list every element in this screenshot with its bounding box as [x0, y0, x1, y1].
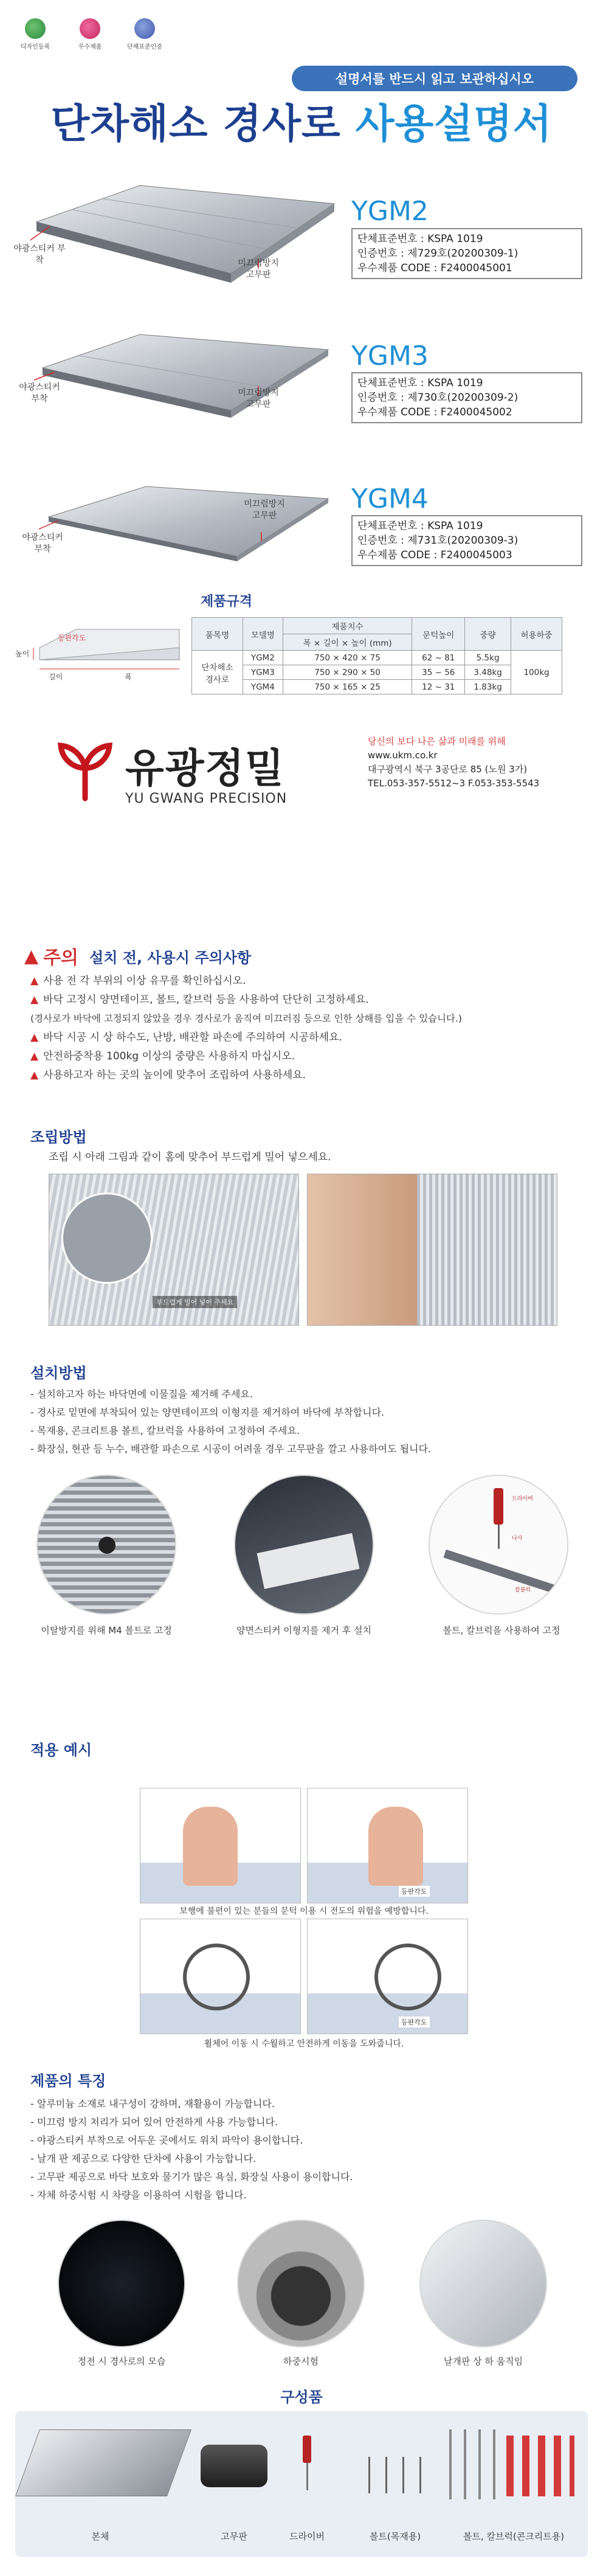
table-row: 단차해소 경사로 YGM2 750 × 420 × 75 62 ~ 81 5.5kg 100kg: [192, 651, 562, 665]
components-box: 본체 고무판 드라이버 볼트(목재용) 볼트, 칼브럭(콘크리트용): [15, 2411, 588, 2557]
antislip-label-1: 미끄럼방지 고무판: [238, 258, 279, 280]
driver-icon: [494, 1488, 503, 1525]
glow-label-1: 야광스티커 부착: [13, 244, 66, 265]
spec-title: 제품규격: [201, 594, 253, 609]
warning-list: [30, 972, 462, 1085]
list-item: - 고무판 제공으로 바닥 보호와 물기가 많은 욕실, 화장실 사용이 용이합니다.: [30, 2171, 353, 2183]
list-item: ▲ 바닥 고정시 양면테이프, 볼트, 칼브럭 등을 사용하여 단단히 고정하세요.: [30, 994, 369, 1006]
spec-table: 품목명 모델명 제품치수 문턱높이 중량 허용하중 폭 × 길이 × 높이 (mm) 단차해소 경사로 YGM2 750 × 420 × 75 62 ~ 81 5.5kg 100kg YGM3 750 × 290 × 50 35 ~ 56 3.48kg YGM4 750 × 165 × 25 12 ~ 31 1.83kg: [191, 617, 562, 694]
model-name-ygm4: YGM4: [351, 483, 429, 514]
list-item: ▲ 안전하중착용 100kg 이상의 중량은 사용하지 마십시오.: [30, 1050, 295, 1062]
wall-plugs-part: [501, 2436, 574, 2496]
screwdriver-icon: [303, 2436, 311, 2463]
brand-block: [55, 736, 287, 806]
brand-name: 유광정밀: [125, 745, 286, 792]
antislip-label-3: 미끄럼방지 고무판: [244, 499, 285, 521]
model-name-ygm2: YGM2: [351, 196, 429, 227]
feature-caption-1: 정전 시 경사로의 모습: [77, 2356, 166, 2367]
features-title: 제품의 특징: [30, 2072, 106, 2090]
feature-caption-3: 날개판 상 하 움직임: [443, 2356, 523, 2367]
install-circle-bolt: [36, 1475, 176, 1615]
design-mark-icon: [25, 18, 46, 39]
brand-sub: YU GWANG PRECISION: [125, 791, 288, 806]
diagram-height-label: 높이: [15, 649, 30, 658]
notice-pill: 설명서를 반드시 읽고 보관하십시오: [292, 66, 577, 91]
diagram-length-label: 길이: [49, 673, 63, 681]
example-panel-4: 등판각도: [307, 1919, 468, 2034]
antislip-label-2: 미끄럼방지 고무판: [238, 388, 279, 409]
diagram-angle-label: 등판각도: [58, 634, 86, 642]
example-panel-3: [140, 1919, 301, 2034]
ramp-illustrations: [18, 152, 346, 626]
list-item: ▲ 사용하고자 하는 곳의 높이에 맞추어 조립하여 사용하세요.: [30, 1069, 306, 1081]
cert-standard: 단체표준인증: [128, 18, 162, 50]
table-row: YGM4 750 × 165 × 25 12 ~ 31 1.83kg: [192, 680, 562, 694]
company-info: 당신의 보다 나은 삶과 미래를 위해 www.ukm.co.kr 대구광역시 북구 3공단로 85 (노원 3가) TEL.053-357-5512~3 F.053-353-5543: [368, 736, 540, 789]
dimension-diagram: [15, 623, 191, 690]
install-circle-tape: [234, 1475, 374, 1615]
glow-label-3: 야광스티커 부착: [22, 533, 63, 554]
diagram-width-label: 폭: [125, 673, 132, 681]
body-part: [15, 2429, 191, 2496]
wood-bolts-part: [359, 2457, 432, 2493]
list-item: - 야광스티커 부착으로 어두운 곳에서도 위치 파악이 용이합니다.: [30, 2135, 303, 2146]
example-caption-2: 휠체어 이동 시 수월하고 안전하게 이동을 도와줍니다.: [204, 2039, 404, 2049]
spec-box-ygm4: 단체표준번호 : KSPA 1019 인증번호 : 제731호(20200309-3) 우수제품 CODE : F2400045003: [351, 515, 582, 566]
list-item: - 화장실, 현관 등 누수, 배관할 파손으로 시공이 어려울 경우 고무판을 깔고 사용하여도 됩니다.: [30, 1443, 432, 1455]
list-item: - 목재용, 콘크리트용 볼트, 칼브럭을 사용하여 고정하여 주세요.: [30, 1425, 300, 1436]
ramp-ygm4: [49, 486, 328, 561]
table-row: YGM3 750 × 290 × 50 35 ~ 56 3.48kg: [192, 665, 562, 680]
install-circle-driver: 드라이버 나사 칼블럭: [429, 1475, 568, 1615]
spec-box-ygm2: 단체표준번호 : KSPA 1019 인증번호 : 제729호(20200309-1) 우수제품 CODE : F2400045001: [351, 228, 582, 279]
hand-image: [308, 1174, 417, 1326]
list-item: ▲ 바닥 시공 시 상 하수도, 난방, 배관할 파손에 주의하여 시공하세요.: [30, 1031, 342, 1044]
warning-icon: ▲: [24, 945, 39, 967]
cert-logos: [18, 18, 162, 50]
warning-heading: ▲ 주의 설치 전, 사용시 주의사항: [24, 945, 252, 969]
feature-circle-load: [237, 2220, 365, 2347]
assembly-photo-2: [307, 1174, 557, 1326]
install-title: 설치방법: [30, 1365, 87, 1382]
concrete-bolts-part: [441, 2429, 495, 2499]
example-panel-1: [140, 1788, 301, 1903]
install-caption-3: 볼트, 칼브럭을 사용하여 고정: [443, 1625, 560, 1636]
install-list: [30, 1385, 431, 1458]
list-item: - 날개 판 제공으로 다양한 단차에 사용이 가능합니다.: [30, 2153, 257, 2164]
page-title: 단차해소 경사로 사용설명서: [50, 100, 553, 147]
model-name-ygm3: YGM3: [351, 341, 429, 372]
components-title: 구성품: [280, 2389, 323, 2406]
feature-circle-wing: [419, 2220, 547, 2347]
standard-cert-icon: [134, 18, 155, 39]
zoom-circle: [61, 1193, 153, 1284]
excellent-product-icon: [80, 18, 100, 39]
feature-circle-dark: [58, 2220, 185, 2347]
cert-design: 디자인등록: [18, 18, 52, 50]
yugwang-logo-icon: [55, 741, 115, 802]
rubber-pad-part: [201, 2445, 267, 2487]
list-item: - 경사로 밑면에 부착되어 있는 양면테이프의 이형지를 제거하여 바닥에 부착합니다.: [30, 1407, 385, 1418]
list-item: ▲ 사용 전 각 부위의 이상 유무를 확인하십시오.: [30, 975, 246, 987]
features-list: [30, 2095, 353, 2204]
assembly-photo-1: 부드럽게 밀어 넣어 주세요: [49, 1174, 299, 1326]
list-item: - 알루미늄 소재로 내구성이 강하며, 재활용이 가능합니다.: [30, 2098, 275, 2110]
assembly-text: 조립 시 아래 그림과 같이 홈에 맞추어 부드럽게 밀어 넣으세요.: [49, 1151, 331, 1163]
example-caption-1: 보행에 불편이 있는 분들의 문턱 이용 시 전도의 위험을 예방합니다.: [179, 1906, 429, 1916]
list-item: - 설치하고자 하는 바닥면에 이물질을 제거해 주세요.: [30, 1388, 253, 1400]
cert-excellent: 우수제품: [73, 18, 107, 50]
example-title: 적용 예시: [30, 1742, 92, 1759]
spec-box-ygm3: 단체표준번호 : KSPA 1019 인증번호 : 제730호(20200309-2) 우수제품 CODE : F2400045002: [351, 372, 582, 423]
feature-caption-2: 하중시험: [283, 2356, 319, 2367]
list-item: (경사로가 바닥에 고정되지 않았을 경우 경사로가 움직여 미끄러짐 등으로 인한 상해를 입을 수 있습니다.): [30, 1013, 462, 1024]
glow-label-2: 야광스티커 부착: [19, 383, 60, 404]
list-item: - 자체 하중시험 시 차량을 이용하여 시험을 합니다.: [30, 2189, 247, 2201]
ramp-ygm2: [36, 185, 334, 283]
example-panel-2: 등판각도: [307, 1788, 468, 1903]
install-caption-2: 양면스티커 이형지를 제거 후 설치: [236, 1625, 371, 1636]
install-caption-1: 이탈방지를 위해 M4 볼트로 고정: [41, 1625, 172, 1636]
list-item: - 미끄럼 방지 처리가 되어 있어 안전하게 사용 가능합니다.: [30, 2116, 278, 2128]
assembly-title: 조립방법: [30, 1129, 87, 1146]
